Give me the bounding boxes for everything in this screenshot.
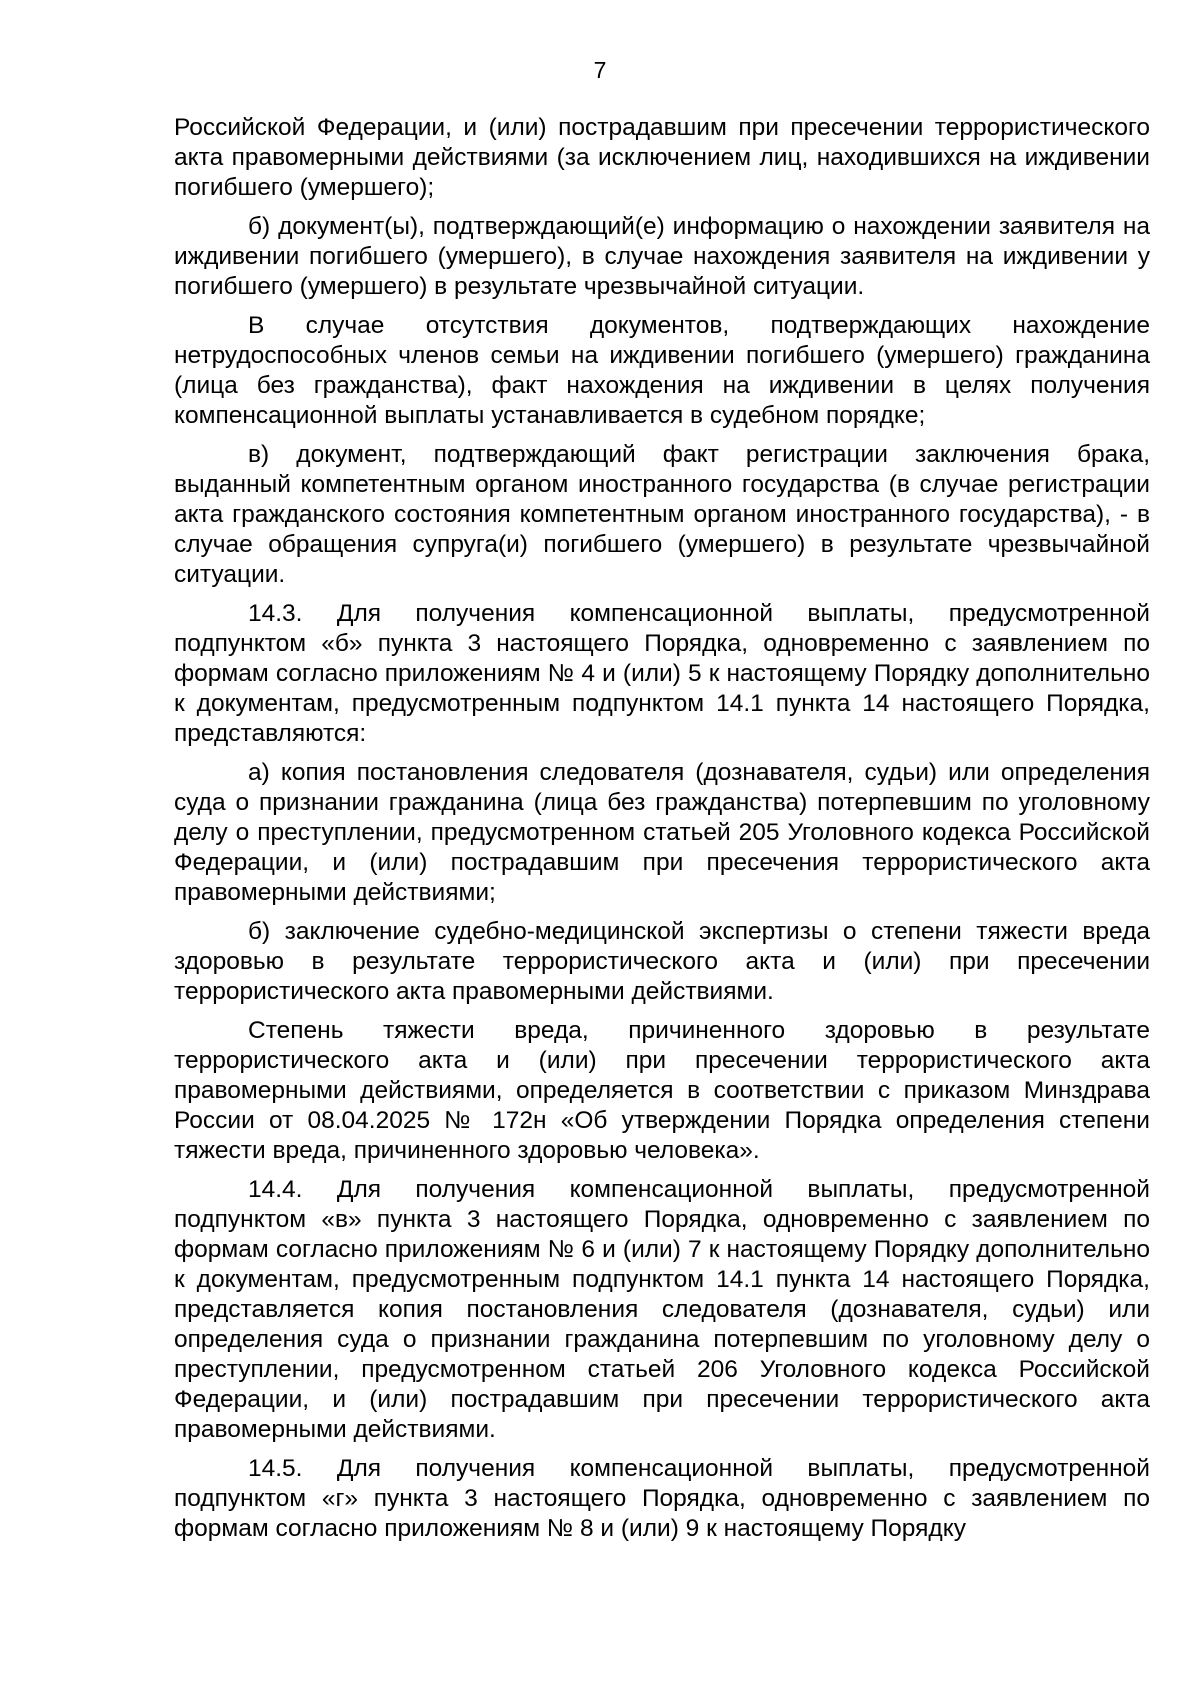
- paragraph-harm-severity: Степень тяжести вреда, причиненного здоровью в результате террористического акта и (или) при пресечении террористического акта правомерными действиями, определяется в соответствии с приказом Минздрава России от 08.04.2025 № 172н «Об утверждении Порядка определения степени тяжести вреда, причиненного здоровью человека».: [174, 1017, 1150, 1164]
- paragraph-item-v-marriage-docs: в) документ, подтверждающий факт регистрации заключения брака, выданный компетентным органом иностранного государства (в случае регистрации акта гражданского состояния компетентным органом иностранного государства), - в случае обращения супруга(и) погибшего (умершего) в результате чрезвычайной ситуации.: [174, 441, 1150, 588]
- paragraph-continuation: Российской Федерации, и (или) пострадавшим при пресечении террористического акта правомерными действиями (за исключением лиц, находившихся на иждивении погибшего (умершего);: [174, 114, 1150, 201]
- paragraph-item-a-investigator-copy: а) копия постановления следователя (дознавателя, судьи) или определения суда о признании гражданина (лица без гражданства) потерпевшим по уголовному делу о преступлении, предусмотренном статьей 205 Уголовного кодекса Российской Федерации, и (или) пострадавшим при пресечения террористического акта правомерными действиями;: [174, 759, 1150, 906]
- document-body: [174, 113, 1150, 1553]
- paragraph-section-14-5: 14.5. Для получения компенсационной выплаты, предусмотренной подпунктом «г» пункта 3 настоящего Порядка, одновременно с заявлением по формам согласно приложениям № 8 и (или) 9 к настоящему Порядку: [174, 1455, 1150, 1542]
- page-number: 7: [593, 57, 607, 83]
- paragraph-section-14-3: 14.3. Для получения компенсационной выплаты, предусмотренной подпунктом «б» пункта 3 настоящего Порядка, одновременно с заявлением по формам согласно приложениям № 4 и (или) 5 к настоящему Порядку дополнительно к документам, предусмотренным подпунктом 14.1 пункта 14 настоящего Порядка, представляются:: [174, 600, 1150, 747]
- paragraph-item-b-dependency-docs: б) документ(ы), подтверждающий(е) информацию о нахождении заявителя на иждивении погибшего (умершего), в случае нахождения заявителя на иждивении у погибшего (умершего) в результате чрезвычайной ситуации.: [174, 213, 1150, 300]
- paragraph-item-b-medical-expertise: б) заключение судебно-медицинской экспертизы о степени тяжести вреда здоровью в результате террористического акта и (или) при пресечении террористического акта правомерными действиями.: [174, 918, 1150, 1005]
- paragraph-court-procedure: В случае отсутствия документов, подтверждающих нахождение нетрудоспособных членов семьи на иждивении погибшего (умершего) гражданина (лица без гражданства), факт нахождения на иждивении в целях получения компенсационной выплаты устанавливается в судебном порядке;: [174, 312, 1150, 429]
- paragraph-section-14-4: 14.4. Для получения компенсационной выплаты, предусмотренной подпунктом «в» пункта 3 настоящего Порядка, одновременно с заявлением по формам согласно приложениям № 6 и (или) 7 к настоящему Порядку дополнительно к документам, предусмотренным подпунктом 14.1 пункта 14 настоящего Порядка, представляется копия постановления следователя (дознавателя, судьи) или определения суда о признании гражданина потерпевшим по уголовному делу о преступлении, предусмотренном статьей 206 Уголовного кодекса Российской Федерации, и (или) пострадавшим при пресечении террористического акта правомерными действиями.: [174, 1176, 1150, 1443]
